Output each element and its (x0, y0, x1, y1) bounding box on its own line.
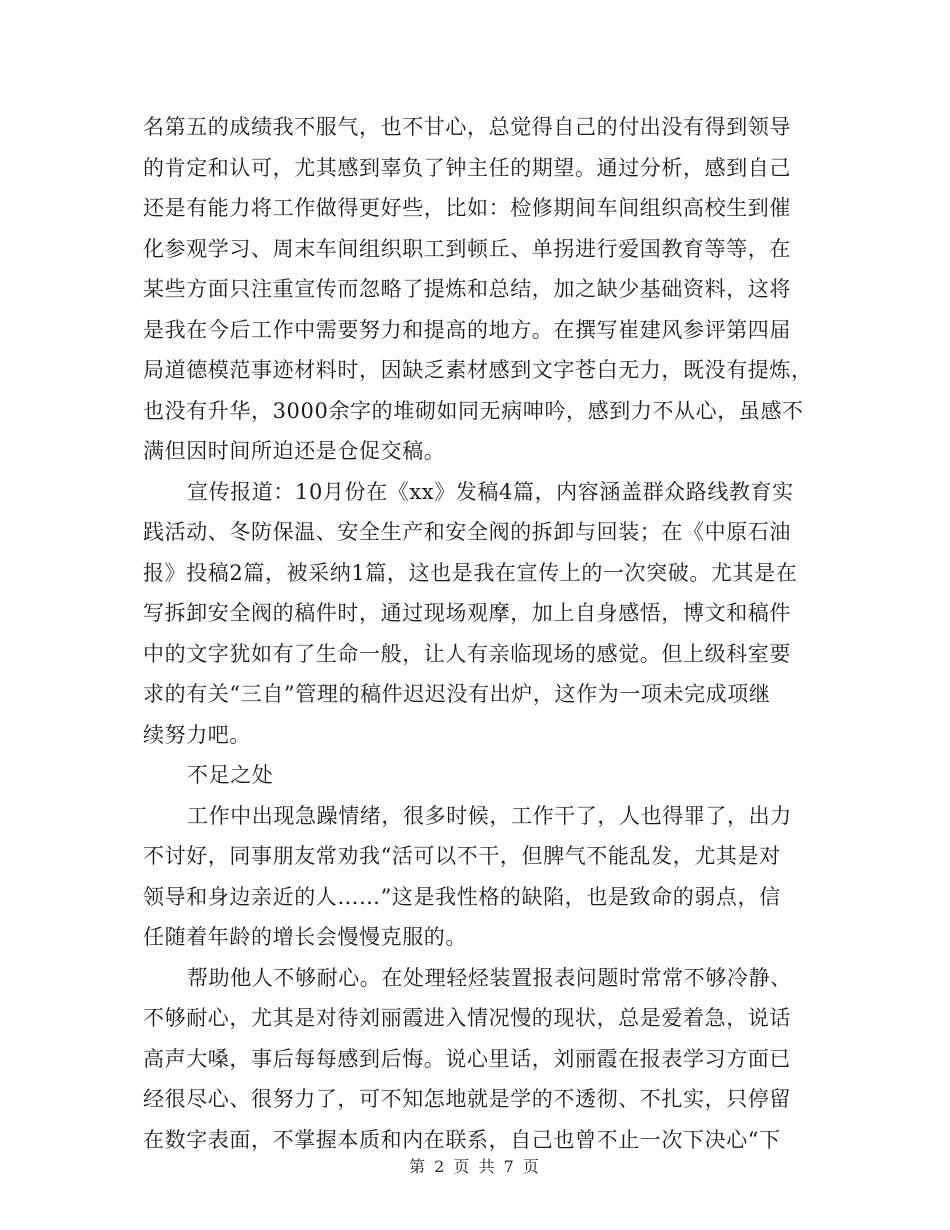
text-line: 续努力吧。 (143, 722, 251, 747)
text-line: 任随着年龄的增长会慢慢克服的。 (143, 925, 467, 949)
text-line: 名第五的成绩我不服气，也不甘心，总觉得自己的付出没有得到领导 (143, 115, 791, 139)
text-line: 帮助他人不够耐心。在处理轻烃装置报表问题时常常不够冷静、 (187, 965, 792, 990)
section-heading-shortcomings (143, 755, 813, 796)
heading-line: 不足之处 (187, 763, 274, 787)
paragraph-helping-others (143, 958, 813, 1161)
text-line: 的肯定和认可，尤其感到辜负了钟主任的期望。通过分析，感到自己 (143, 155, 791, 180)
text-line: 也没有升华，3000余字的堆砌如同无病呻吟，感到力不从心，虽感不 (143, 398, 804, 423)
text-line: 践活动、冬防保温、安全生产和安全阀的拆卸与回装；在《中原石油 (143, 520, 791, 544)
text-line: 在数字表面，不掌握本质和内在联系，自己也曾不止一次下决心“下 (143, 1127, 781, 1152)
text-line: 宣传报道：10月份在《xx》发稿4篇，内容涵盖群众路线教育实 (187, 479, 794, 504)
text-line: 不够耐心，尤其是对待刘丽霞进入情况慢的现状，总是爱着急，说话 (143, 1006, 791, 1030)
paragraph-1 (143, 107, 813, 472)
document-body (143, 107, 813, 1160)
text-line: 不讨好，同事朋友常劝我“活可以不干，但脾气不能乱发，尤其是对 (143, 844, 781, 868)
paragraph-publicity-report (143, 472, 813, 756)
text-line: 某些方面只注重宣传而忽略了提炼和总结，加之缺少基础资料，这将 (143, 277, 791, 301)
text-line: 写拆卸安全阀的稿件时，通过现场观摩，加上自身感悟，博文和稿件 (143, 601, 791, 625)
page-number-footer: 第 2 页 共 7 页 (409, 1157, 541, 1176)
text-line: 还是有能力将工作做得更好些，比如：检修期间车间组织高校生到催 (143, 196, 791, 220)
text-line: 领导和身边亲近的人……”这是我性格的缺陷，也是致命的弱点，信 (143, 884, 781, 909)
text-line: 是我在今后工作中需要努力和提高的地方。在撰写崔建风参评第四届 (143, 317, 791, 342)
text-line: 求的有关“三自”管理的稿件迟迟没有出炉，这作为一项未完成项继 (143, 682, 771, 706)
text-line: 化参观学习、周末车间组织职工到顿丘、单拐进行爱国教育等等，在 (143, 236, 791, 261)
text-line: 经很尽心、很努力了，可不知怎地就是学的不透彻、不扎实，只停留 (143, 1087, 791, 1111)
text-line: 工作中出现急躁情绪，很多时候，工作干了，人也得罪了，出力 (187, 803, 792, 828)
text-line: 局道德模范事迹材料时，因缺乏素材感到文字苍白无力，既没有提炼， (143, 358, 813, 382)
text-line: 高声大嗓，事后每每感到后悔。说心里话，刘丽霞在报表学习方面已 (143, 1046, 791, 1071)
text-line: 报》投稿2篇，被采纳1篇，这也是我在宣传上的一次突破。尤其是在 (143, 560, 798, 585)
paragraph-impatience (143, 796, 813, 958)
text-line: 中的文字犹如有了生命一般，让人有亲临现场的感觉。但上级科室要 (143, 641, 791, 666)
text-line: 满但因时间所迫还是仓促交稿。 (143, 439, 446, 463)
